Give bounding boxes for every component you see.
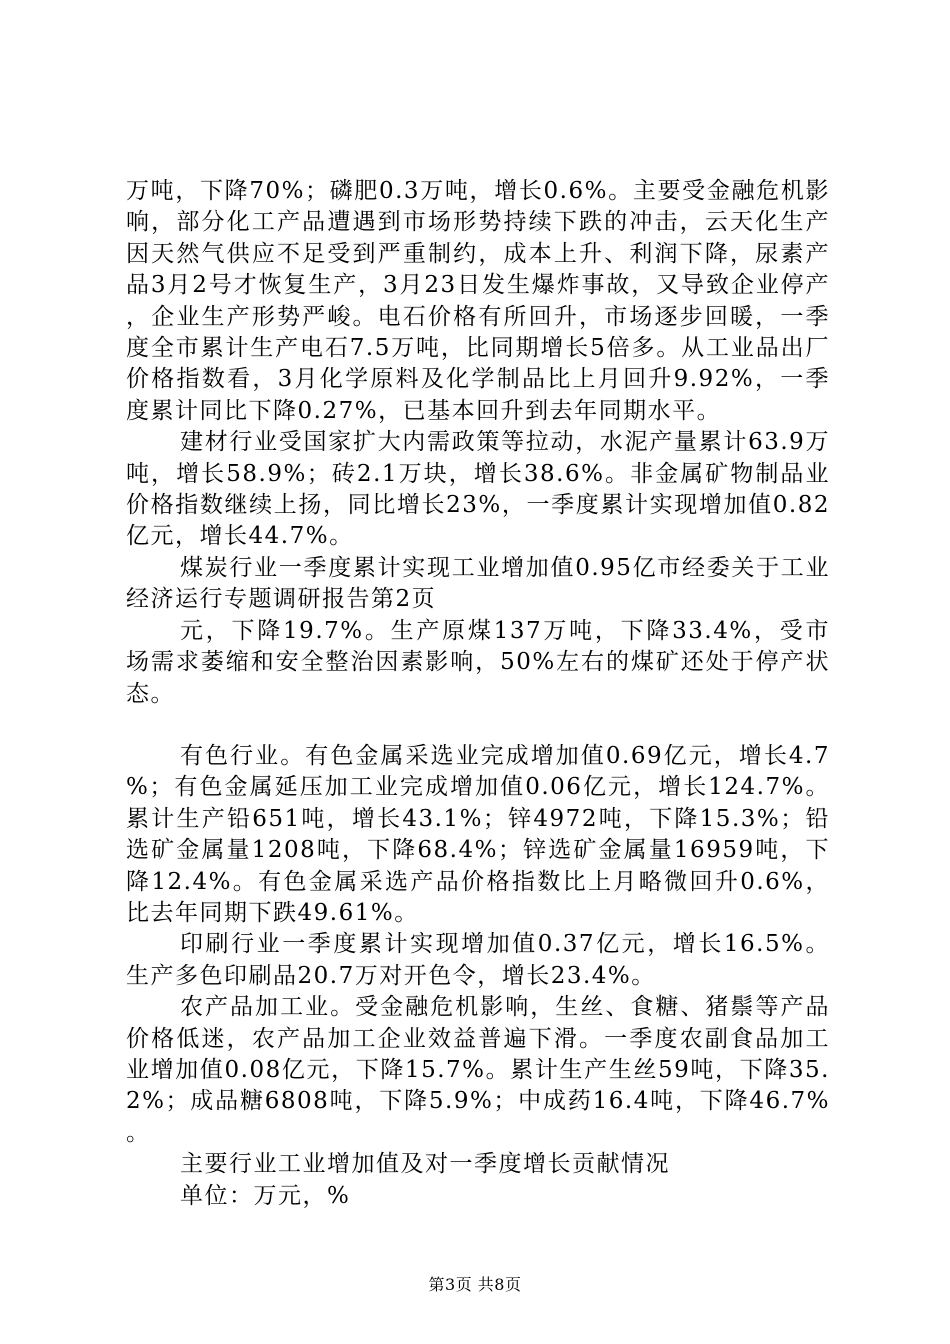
page-number-info: 第3页 共8页 (428, 1275, 522, 1294)
paragraph-agricultural-processing: 农产品加工业。受金融危机影响，生丝、食糖、猪鬃等产品价格低迷，农产品加工企业效益普遍下滑。一季度农副食品加工业增加值0.08亿元，下降15.7%。累计生产生丝59吨，下降35.2%；成品糖6808吨，下降5.9%；中成药16.4吨，下降46.7%。 (126, 994, 830, 1146)
paragraph-coal-part-1: 煤炭行业一季度累计实现工业增加值0.95亿市经委关于工业经济运行专题调研报告第2页 (126, 554, 830, 613)
document-body (126, 176, 830, 1212)
paragraph-coal-part-2 (126, 616, 830, 710)
paragraph-nonferrous-metals: 有色行业。有色金属采选业完成增加值0.69亿元，增长4.7%；有色金属延压加工业完成增加值0.06亿元，增长124.7%。累计生产铅651吨，增长43.1%；锌4972吨，下降15.3%；铅选矿金属量1208吨，下降68.4%；锌选矿金属量16959吨，下降12.4%。有色金属采选产品价格指数比上月略微回升0.6%，比去年同期下跌49.61%。 (126, 742, 830, 926)
table-caption: 主要行业工业增加值及对一季度增长贡献情况 (180, 1151, 670, 1178)
paragraph-coal-part-2-text: 元，下降19.7%。生产原煤137万吨，下降33.4%，受市场需求萎缩和安全整治因素影响，50%左右的煤矿还处于停产状态。 (126, 617, 830, 707)
unit-line: 单位：万元，% (180, 1182, 351, 1209)
paragraph-printing: 印刷行业一季度累计实现增加值0.37亿元，增长16.5%。生产多色印刷品20.7万对开色令，增长23.4%。 (126, 931, 830, 989)
page-footer (0, 1274, 950, 1296)
paragraph-building-materials: 建材行业受国家扩大内需政策等拉动，水泥产量累计63.9万吨，增长58.9%；砖2.1万块，增长38.6%。非金属矿物制品业价格指数继续上扬，同比增长23%，一季度累计实现增加值0.82亿元，增长44.7%。 (126, 429, 830, 550)
paragraph-chemical-continued: 万吨，下降70%；磷肥0.3万吨，增长0.6%。主要受金融危机影响，部分化工产品遭遇到市场形势持续下跌的冲击，云天化生产因天然气供应不足受到严重制约，成本上升、利润下降，尿素产品3月2号才恢复生产，3月23日发生爆炸事故，又导致企业停产，企业生产形势严峻。电石价格有所回升，市场逐步回暖，一季度全市累计生产电石7.5万吨，比同期增长5倍多。从工业品出厂价格指数看，3月化学原料及化学制品比上月回升9.92%，一季度累计同比下降0.27%，已基本回升到去年同期水平。 (126, 178, 830, 424)
